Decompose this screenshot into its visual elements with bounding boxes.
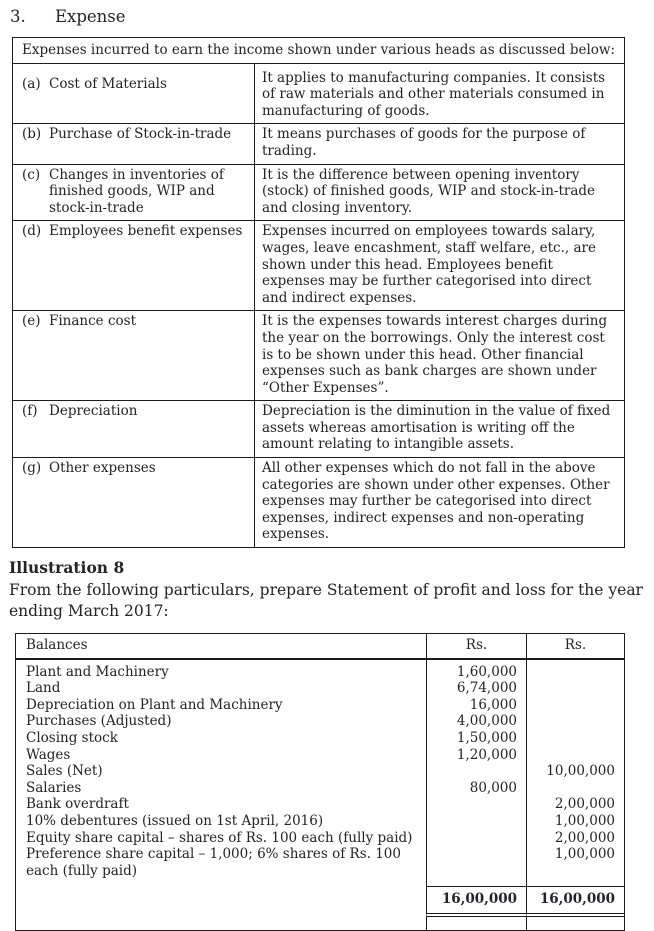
balance-name: Sales (Net) [26, 763, 103, 780]
row-label: (b) [22, 126, 42, 143]
column-header-balances: Balances [26, 637, 88, 654]
balance-amount-2: 2,00,000 [526, 830, 624, 847]
term-text: Changes in inventories of finished goods, WIP and stock-in-trade [49, 166, 224, 216]
balance-name: Plant and Machinery [26, 663, 169, 680]
balance-amount-1: 1,60,000 [426, 664, 526, 681]
section-number: 3. [10, 7, 26, 26]
table-row [13, 124, 624, 164]
table-row [16, 680, 624, 697]
balance-amount-1 [426, 813, 526, 830]
term-text: Finance cost [49, 313, 137, 330]
expense-description: It means purchases of goods for the purpose of trading. [254, 124, 624, 163]
expense-description: It is the difference between opening inventory (stock) of finished goods, WIP and stock-in-trade and closing inventory. [254, 165, 624, 221]
total-amount-2: 16,00,000 [526, 886, 624, 917]
balance-amount-2: 1,00,000 [526, 813, 624, 830]
balance-name: Land [26, 680, 61, 697]
spacer-row [16, 879, 624, 886]
expense-description: Expenses incurred on employees towards salary, wages, leave encashment, staff welfare, etc., are shown under this head. Employees benefit expenses may be further categorised into direct and indirect expenses. [254, 221, 624, 310]
balance-amount-2 [526, 730, 624, 747]
illustration-intro: From the following particulars, prepare Statement of profit and loss for the year ending March 2017: [9, 581, 643, 621]
row-label: (c) [22, 166, 41, 183]
expense-description: It is the expenses towards interest charges during the year on the borrowings. Only the interest cost is to be shown under this head. Other financial expenses such as bank charges are shown under “Other Expenses”. [254, 311, 624, 400]
totals-row [16, 886, 624, 917]
table-row [16, 796, 624, 813]
balance-amount-2: 1,00,000 [526, 846, 624, 879]
balance-amount-1 [426, 763, 526, 780]
expense-term [13, 165, 254, 221]
balance-name: Closing stock [26, 730, 118, 746]
expense-term [13, 124, 254, 163]
table-row [13, 165, 624, 222]
column-header-rs-1: Rs. [426, 634, 526, 658]
row-label: (e) [22, 313, 41, 330]
balances-header-row [16, 634, 624, 660]
balance-amount-1: 6,74,000 [426, 680, 526, 697]
expense-term [13, 458, 254, 547]
expense-term [13, 64, 254, 124]
table-row [16, 697, 624, 714]
expense-term [13, 311, 254, 400]
table-row [13, 458, 624, 547]
expense-table-caption: Expenses incurred to earn the income shown under various heads as discussed below: [13, 38, 624, 64]
total-amount-1: 16,00,000 [426, 886, 526, 917]
balance-amount-1 [426, 830, 526, 847]
expense-table [12, 37, 625, 548]
stub-row [16, 917, 624, 930]
balance-amount-2: 2,00,000 [526, 796, 624, 813]
table-row [16, 830, 624, 847]
expense-description: It applies to manufacturing companies. It consists of raw materials and other materials consumed in manufacturing of goods. [254, 64, 624, 124]
row-label: (d) [22, 223, 42, 240]
illustration-title: Illustration 8 [9, 558, 125, 578]
table-row [16, 813, 624, 830]
balance-amount-2 [526, 680, 624, 697]
balance-amount-1: 4,00,000 [426, 713, 526, 730]
balance-amount-2: 10,00,000 [526, 763, 624, 780]
table-row [13, 311, 624, 401]
balance-name: 10% debentures (issued on 1st April, 2016) [26, 812, 324, 829]
balance-amount-1: 80,000 [426, 780, 526, 797]
row-label: (f) [22, 403, 38, 420]
column-header-rs-2: Rs. [526, 634, 624, 658]
balance-name: Bank overdraft [26, 796, 129, 813]
balance-amount-2 [526, 713, 624, 730]
row-label: (a) [22, 75, 41, 92]
balance-name: Preference share capital – 1,000; 6% shares of Rs. 100 each (fully paid) [26, 846, 401, 879]
table-row [16, 730, 624, 747]
balance-name: Wages [26, 746, 71, 763]
balances-table [15, 633, 625, 931]
balance-amount-1: 16,000 [426, 697, 526, 714]
section-heading [0, 0, 654, 26]
table-row [13, 221, 624, 311]
expense-term [13, 221, 254, 310]
table-row [13, 64, 624, 125]
balance-name: Equity share capital – shares of Rs. 100 each (fully paid) [26, 829, 413, 846]
balance-amount-2 [526, 664, 624, 681]
term-text: Employees benefit expenses [49, 223, 243, 240]
table-row [16, 747, 624, 764]
table-row [16, 780, 624, 797]
balance-name: Depreciation on Plant and Machinery [26, 696, 283, 713]
expense-description: All other expenses which do not fall in the above categories are shown under other expenses. Other expenses may further be categorised into direct expenses, indirect expenses and non-operating expenses. [254, 458, 624, 547]
balance-amount-2 [526, 780, 624, 797]
expense-term [13, 401, 254, 457]
table-row [16, 664, 624, 681]
balance-amount-1 [426, 796, 526, 813]
balance-amount-1 [426, 846, 526, 879]
table-row [16, 846, 624, 879]
balance-name: Purchases (Adjusted) [26, 713, 172, 730]
expense-description: Depreciation is the diminution in the value of fixed assets whereas amortisation is writing off the amount relating to intangible assets. [254, 401, 624, 457]
balance-amount-1: 1,20,000 [426, 747, 526, 764]
balance-amount-1: 1,50,000 [426, 730, 526, 747]
table-row [16, 713, 624, 730]
table-row [16, 763, 624, 780]
row-label: (g) [22, 460, 42, 477]
term-text: Other expenses [49, 460, 156, 477]
balance-name: Salaries [26, 779, 82, 796]
term-text: Depreciation [49, 403, 138, 420]
term-text: Purchase of Stock-in-trade [49, 126, 232, 143]
term-text: Cost of Materials [49, 75, 167, 92]
balance-amount-2 [526, 697, 624, 714]
balance-amount-2 [526, 747, 624, 764]
section-title: Expense [55, 7, 126, 26]
table-row [13, 401, 624, 458]
